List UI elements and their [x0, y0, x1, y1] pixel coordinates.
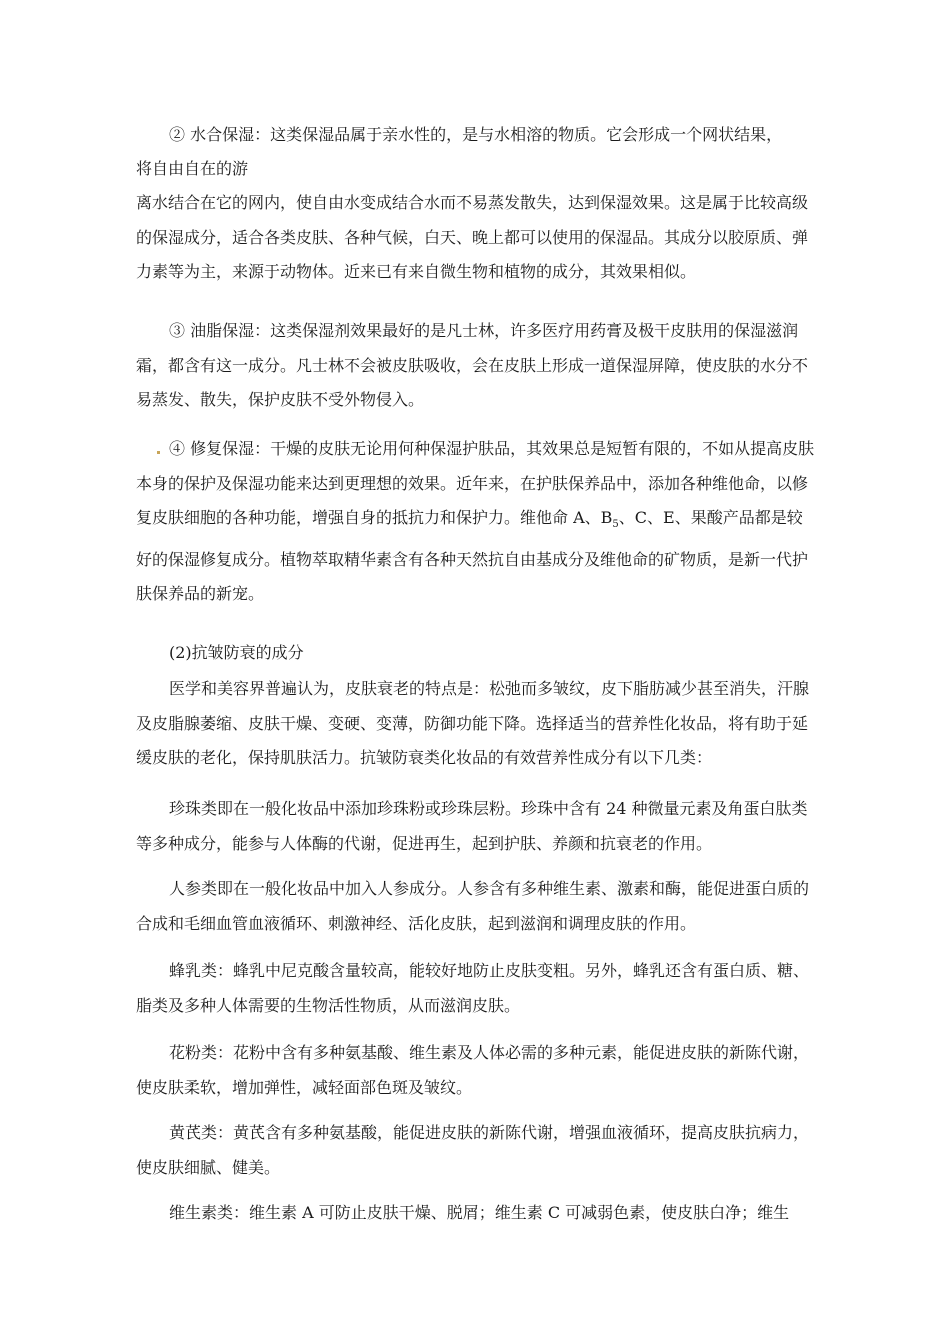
paragraph-line-continuation: [136, 152, 816, 187]
paragraph-pollen: 花粉类：花粉中含有多种氨基酸、维生素及人体必需的多种元素，能促进皮肤的新陈代谢，使皮肤柔软，增加弹性，减轻面部色斑及皱纹。: [136, 1043, 810, 1097]
text-line: 将自由自在的游: [136, 159, 249, 178]
paragraph-ginseng: 人参类即在一般化妆品中加入人参成分。人参含有多种维生素、激素和酶，能促进蛋白质的合成和毛细血管血液循环、刺激神经、活化皮肤，起到滋润和调理皮肤的作用。: [136, 879, 810, 933]
text-part: 、C、E、果酸产品都是较好的保湿修复成分。植物萃取精华素含有各种天然抗自由基成分及维他命的矿物质，是新一代护肤保养品的新宠。: [136, 508, 809, 604]
paragraph-pearl: 珍珠类即在一般化妆品中添加珍珠粉或珍珠层粉。珍珠中含有 24 种微量元素及角蛋白肽类等多种成分，能参与人体酶的代谢，促进再生，起到护肤、养颜和抗衰老的作用。: [136, 799, 808, 853]
subscript: 5: [612, 519, 619, 531]
text-part: ④ 修复保湿：干燥的皮肤无论用何种保湿护肤品，其效果总是短暂有限的，不如从提高皮肤本身的保护及保湿功能来达到更理想的效果。近年来，在护肤保养品中，添加各种维他命，以修复皮肤细胞的各种功能，增强自身的抵抗力和保护力。维他命 A、B: [136, 439, 815, 527]
bullet-dot-icon: [157, 451, 160, 454]
paragraph-hydration-body: 离水结合在它的网内，使自由水变成结合水而不易蒸发散失，达到保湿效果。这是属于比较高级的保湿成分，适合各类皮肤、各种气候，白天、晚上都可以使用的保湿品。其成分以胶原质、弹力素等为主，来源于动物体。近来已有来自微生物和植物的成分，其效果相似。: [136, 193, 809, 281]
section-heading: (2)抗皱防衰的成分: [169, 643, 304, 662]
paragraph-hydration-intro: [136, 118, 816, 153]
paragraph-oil-moisturizing: ③ 油脂保湿：这类保湿剂效果最好的是凡士林，许多医疗用药膏及极干皮肤用的保湿滋润霜，都含有这一成分。凡士林不会被皮肤吸收，会在皮肤上形成一道保湿屏障，使皮肤的水分不易蒸发、散失，保护皮肤不受外物侵入。: [136, 321, 809, 409]
paragraph-royal-jelly: 蜂乳类：蜂乳中尼克酸含量较高，能较好地防止皮肤变粗。另外，蜂乳还含有蛋白质、糖、脂类及多种人体需要的生物活性物质，从而滋润皮肤。: [136, 961, 810, 1015]
paragraph-vitamins: 维生素类：维生素 A 可防止皮肤干燥、脱屑；维生素 C 可减弱色素，使皮肤白净；维生: [169, 1203, 790, 1222]
paragraph-aging-features: 医学和美容界普遍认为，皮肤衰老的特点是：松弛而多皱纹，皮下脂肪减少甚至消失，汗腺及皮脂腺萎缩、皮肤干燥、变硬、变薄，防御功能下降。选择适当的营养性化妆品，将有助于延缓皮肤的老化，保持肌肤活力。抗皱防衰类化妆品的有效营养性成分有以下几类：: [136, 679, 810, 767]
paragraph-repair-moisturizing: [136, 432, 816, 612]
paragraph-astragalus: 黄芪类：黄芪含有多种氨基酸，能促进皮肤的新陈代谢，增强血液循环，提高皮肤抗病力，使皮肤细腻、健美。: [136, 1123, 810, 1177]
text-line: ② 水合保湿：这类保湿品属于亲水性的，是与水相溶的物质。它会形成一个网状结果，: [169, 125, 783, 144]
